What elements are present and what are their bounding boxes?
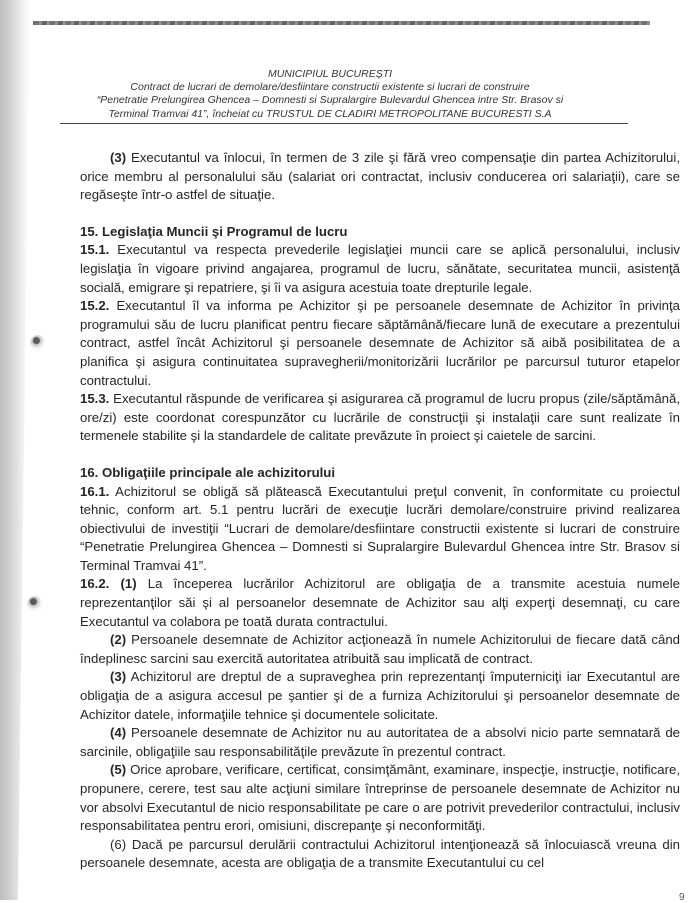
paragraph-text: Persoanele desemnate de Achizitor nu au autoritatea de a absolvi nicio parte semnatară de sarcinile, obligaţiile sau responsabilităţile prevăzute în prezentul contract. (80, 725, 680, 759)
top-scan-rule (33, 21, 650, 25)
paragraph-16-2-3 (80, 668, 680, 724)
paragraph-text: Achizitorul se obligă să plătească Executantului preţul convenit, în conformitate cu proiectul tehnic, conform art. 5.1 pentru lucrări de execuţie lucrări demolare/construire privind realizarea obiectivului de investiţii “Lucrari de demolare/desfiintare constructii existente si lucrari de construire “Penetratie Prelungirea Ghencea – Domnesti si Supralargire Bulevardul Ghencea intre Str. Brasov si Terminal Tramvai 41”. (80, 483, 680, 573)
paragraph-16-2-5 (80, 761, 680, 835)
paragraph-text: Orice aprobare, verificare, certificat, consimţământ, examinare, inspecţie, instrucţie, notificare, propunere, cerere, test sau alte acţiuni similare întreprinse de persoanele desemnate de Achizitor nu vor absolvi Executantul de nicio responsabilitate pe care o are potrivit prevederilor contractului, inclusiv responsabilitatea pentru erori, omisiuni, discrepanţe şi neconformităţi. (80, 762, 680, 834)
paragraph-15-1 (80, 241, 680, 297)
paragraph-text: Executantul va înlocui, în termen de 3 zile şi fără vreo compensaţie din partea Achizitorului, orice membru al personalului său (salariat ori contractat, inclusiv conducerea ori salariaţii), care se regăseşte într-o astfel de situaţie. (80, 150, 680, 203)
punch-hole (30, 335, 46, 351)
document-body (80, 149, 680, 873)
item-number: (2) (110, 632, 127, 648)
paragraph-14-3 (80, 149, 680, 205)
paragraph-text: Achizitorul are dreptul de a supraveghea prin reprezentanţi împuterniciţi iar Executantul are obligaţia de a asigura accesul pe şantier şi de a furniza Achizitorului şi persoanelor desemnate de Achizitor datele, informaţiile tehnice şi documentele solicitate. (80, 669, 680, 722)
paragraph-16-2-1 (80, 575, 680, 631)
item-number: (3) (110, 150, 127, 165)
paragraph-16-2-2 (80, 631, 680, 668)
paragraph-text: Executantul răspunde de verificarea şi asigurarea că programul de lucru propus (zile/săptămână, ore/zi) este coordonat corespunzător cu lucrările de construcţii şi instalaţii care sunt realizate în termenele stabilite şi la standardele de calitate prevăzute în proiect şi caietele de sarcini. (80, 391, 680, 444)
paragraph-text: Persoanele desemnate de Achizitor acţionează în numele Achizitorului de fiecare dată când îndeplinesc sarcini sau exercită autoritatea atribuită sau implicată de contract. (80, 632, 680, 666)
header-line-1: MUNICIPIUL BUCUREȘTI (267, 68, 393, 80)
page-number: 9 (679, 892, 685, 903)
paragraph-16-2-6: (6) Dacă pe parcursul derulării contractului Achizitorul intenţionează să înlocuiască vreuna din persoanele desemnate, acesta are obligaţia de a transmite Executantului cu cel (80, 836, 680, 871)
item-number: (3) (110, 669, 127, 685)
paragraph-text: Executantul va respecta prevederile legislaţiei muncii care se aplică personalului, inclusiv legislaţia în vigoare privind angajarea, programul de lucru, sănătate, securitatea muncii, asistenţă socială, emigrare şi repatriere, şi îi va asigura acestuia toate drepturile legale. (80, 242, 680, 295)
scan-edge-shadow (0, 0, 30, 900)
paragraph-16-1 (80, 483, 680, 576)
section-15-heading: 15. Legislaţia Muncii şi Programul de lucru (80, 223, 348, 239)
punch-hole (27, 596, 43, 612)
header-line-2: Contract de lucrari de demolare/desfiintare constructii existente si lucrari de construire (130, 81, 530, 94)
page-header (60, 68, 600, 121)
paragraph-16-2-4 (80, 724, 680, 761)
paragraph-15-2 (80, 297, 680, 390)
paragraph-15-3 (80, 390, 680, 446)
paragraph-text: La începerea lucrărilor Achizitorul are obligaţia de a transmite acestuia numele reprezentanţilor săi şi al persoanelor desemnate de Achizitor sau alţi experţi desemnaţi, cu care Executantul va colabora pe toată durata contractului. (80, 576, 680, 629)
header-line-3: “Penetratie Prelungirea Ghencea – Domnesti si Supralargire Bulevardul Ghencea intre Str. Brasov si (96, 94, 564, 107)
item-number: 15.1. (80, 242, 110, 258)
paragraph-text: Executantul îl va informa pe Achizitor şi pe persoanele desemnate de Achizitor în privinţa programului său de lucru planificat pentru fiecare săptămână/fiecare lună de executare a prezentului contract, astfel încât Achizitorul şi persoanele desemnate de Achizitor să aibă posibilitatea de a planifica şi asigura continuitatea supravegherii/monitorizării lucrărilor pe parcursul tuturor etapelor contractului. (80, 298, 680, 388)
item-number: 16.1. (80, 483, 110, 499)
header-divider (60, 123, 628, 124)
section-16-heading: 16. Obligaţiile principale ale achizitorului (80, 464, 336, 480)
item-number: (5) (110, 762, 127, 778)
item-number: (4) (110, 725, 127, 741)
item-number: 16.2. (1) (80, 576, 137, 592)
item-number: 15.2. (80, 298, 110, 314)
header-line-4: Terminal Tramvai 41”, încheiat cu TRUSTUL DE CLADIRI METROPOLITANE BUCURESTI S.A (108, 107, 552, 120)
item-number: 15.3. (80, 391, 110, 407)
